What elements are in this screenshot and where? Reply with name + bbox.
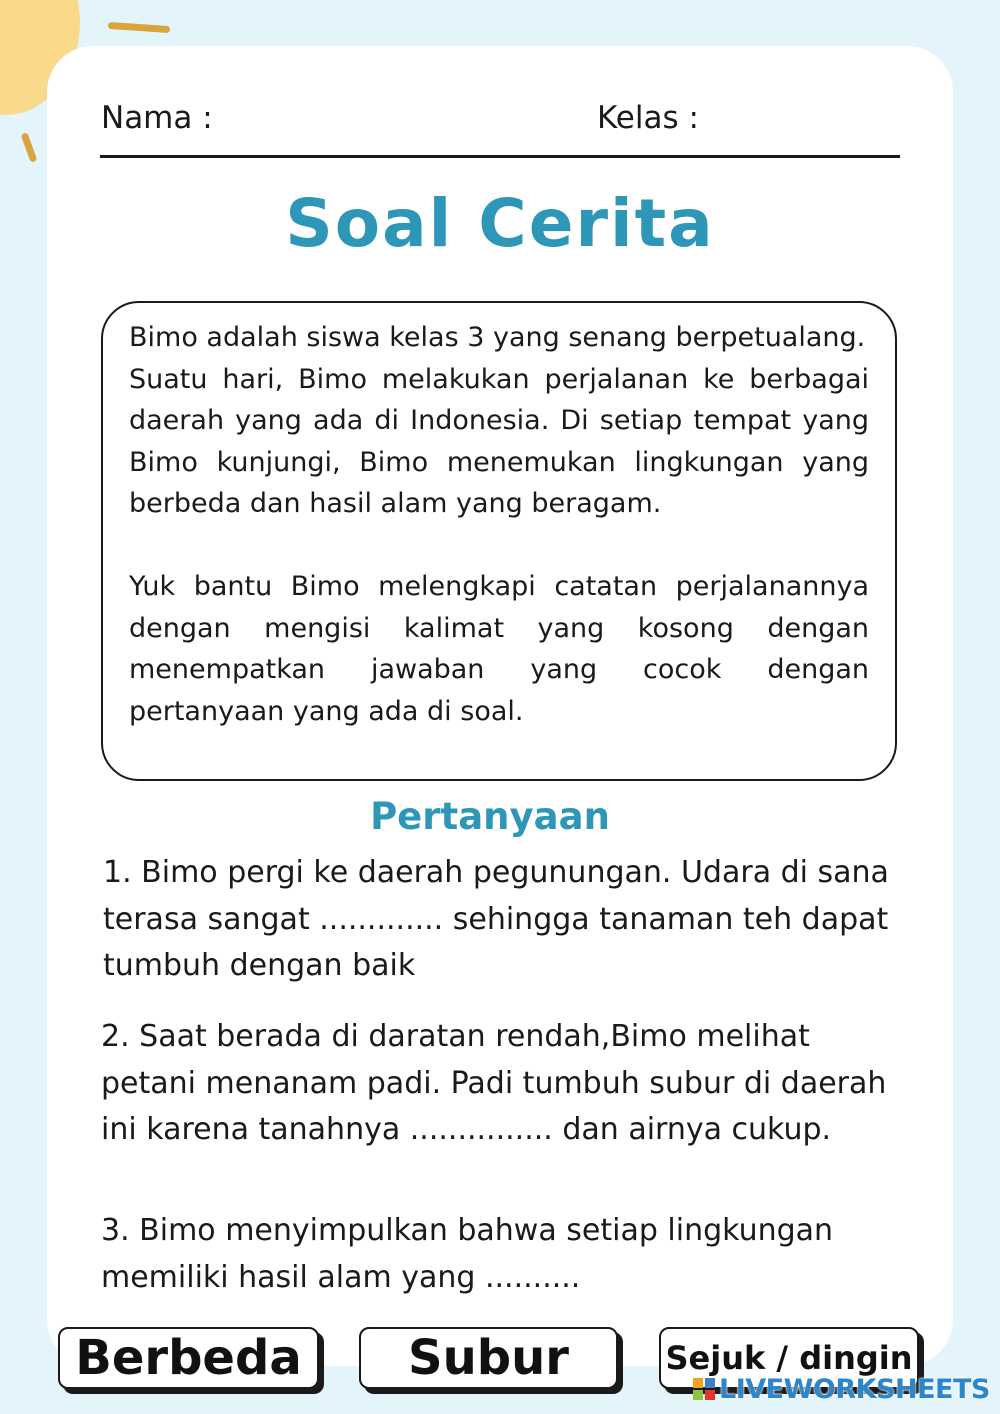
page-title: Soal Cerita xyxy=(285,185,715,262)
story-paragraph: Suatu hari, Bimo melakukan perjalanan ke berbagai daerah yang ada di Indonesia. Di setiap tempat yang Bimo kunjungi, Bimo menemukan lingkungan yang berbeda dan hasil alam yang beragam. xyxy=(129,363,869,520)
question-3: 3. Bimo menyimpulkan bahwa setiap lingkungan memiliki hasil alam yang .......... xyxy=(101,1213,834,1295)
answer-sejuk-dingin-button[interactable]: Sejuk / dingin xyxy=(659,1327,919,1389)
answer-subur-button[interactable]: Subur xyxy=(359,1327,618,1389)
sun-ray xyxy=(21,132,38,163)
question-2: 2. Saat berada di daratan rendah,Bimo melihat petani menanam padi. Padi tumbuh subur di daerah ini karena tanahnya ............... dan airnya cukup. xyxy=(101,1019,887,1147)
logo-square xyxy=(705,1378,715,1388)
logo-square xyxy=(693,1378,703,1388)
story-box xyxy=(101,301,897,781)
nama-label: Nama : xyxy=(101,100,213,136)
watermark-text: LIVEWORKSHEETS xyxy=(719,1373,990,1405)
story-paragraph: Bimo adalah siswa kelas 3 yang senang berpetualang. xyxy=(129,322,866,353)
answer-berbeda-button[interactable]: Berbeda xyxy=(58,1327,319,1389)
logo-square xyxy=(693,1390,703,1400)
sun-ray xyxy=(108,22,170,33)
questions-title: Pertanyaan xyxy=(370,795,610,838)
kelas-label: Kelas : xyxy=(597,100,699,136)
liveworksheets-watermark xyxy=(693,1374,990,1404)
logo-square xyxy=(705,1390,715,1400)
story-paragraph: Yuk bantu Bimo melengkapi catatan perjalanannya dengan mengisi kalimat yang kosong dengan menempatkan jawaban yang cocok dengan pertanyaan yang ada di soal. xyxy=(129,570,869,727)
header-divider xyxy=(100,155,900,158)
question-1: 1. Bimo pergi ke daerah pegunungan. Udara di sana terasa sangat ............. sehingga tanaman teh dapat tumbuh dengan baik xyxy=(103,855,889,983)
liveworksheets-logo-icon xyxy=(693,1378,715,1400)
